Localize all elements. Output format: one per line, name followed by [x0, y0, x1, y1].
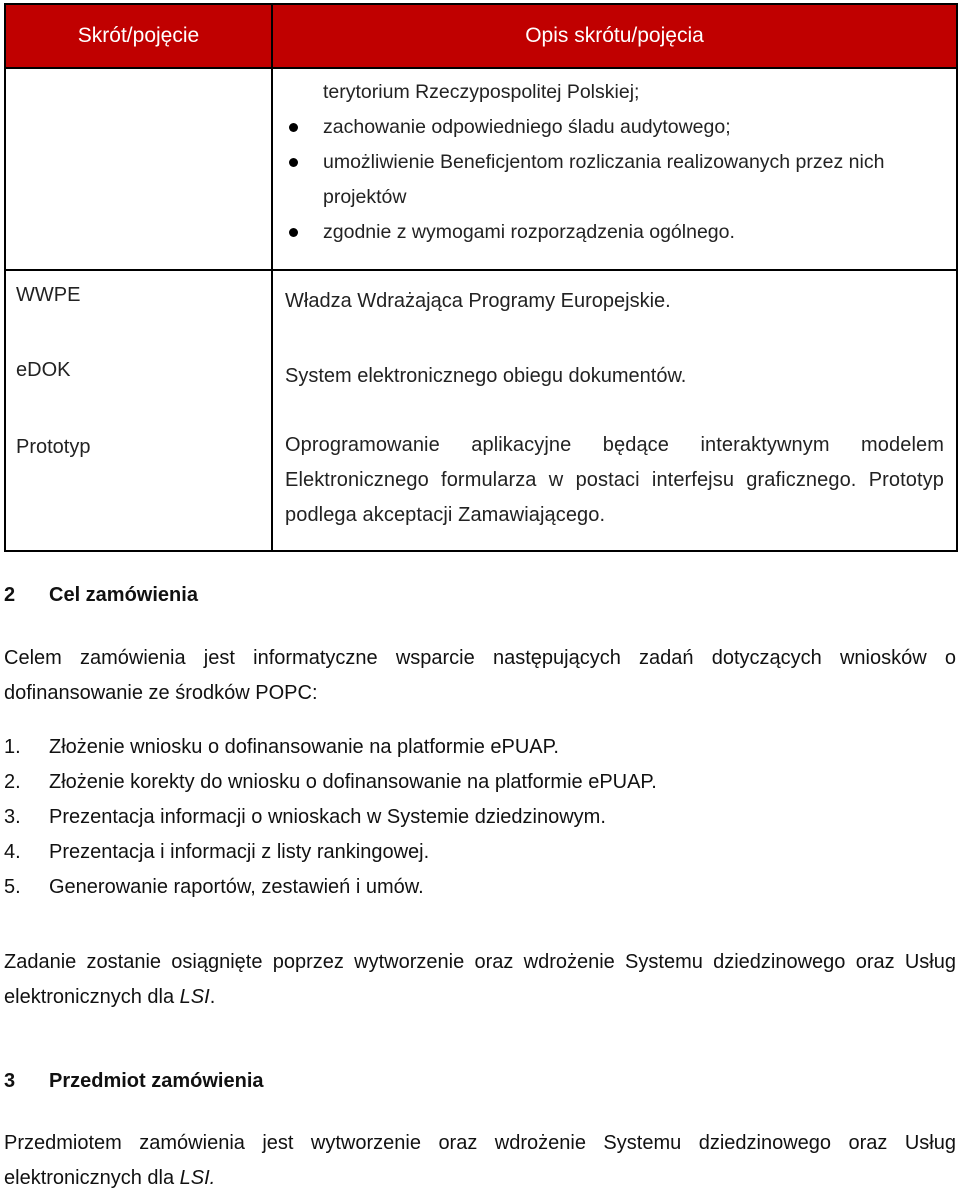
item-number: 5. [4, 876, 21, 898]
closing-end: . [209, 986, 216, 1008]
item-text: Złożenie wniosku o dofinansowanie na platformie ePUAP. [49, 736, 559, 758]
item-number: 4. [4, 841, 21, 863]
closing-text: Zadanie zostanie osiągnięte poprzez wytworzenie oraz wdrożenie Systemu dziedzinowego oraz Usług elektronicznych dla [4, 951, 956, 1008]
list-item [4, 765, 956, 800]
term-cell: eDOK [5, 344, 272, 421]
description-cell: Oprogramowanie aplikacyjne będące interaktywnym modelem Elektronicznego formularza w postaci interfejsu graficznego. Prototyp podlega akceptacji Zamawiającego. [272, 421, 957, 551]
bullet-icon [289, 158, 298, 167]
item-text: Złożenie korekty do wniosku o dofinansowanie na platformie ePUAP. [49, 771, 657, 793]
item-text: Generowanie raportów, zestawień i umów. [49, 876, 424, 898]
section-heading [4, 584, 198, 607]
list-item [4, 800, 956, 835]
list-item [287, 215, 944, 250]
list-item [4, 870, 956, 905]
glossary-table [4, 3, 958, 552]
table-row [5, 270, 957, 344]
bullet-icon [289, 228, 298, 237]
header-description: Opis skrótu/pojęcia [272, 4, 957, 68]
bullet-text: zgodnie z wymogami rozporządzenia ogólnego. [323, 221, 735, 243]
term-cell: Prototyp [5, 421, 272, 551]
item-number: 2. [4, 771, 21, 793]
header-term: Skrót/pojęcie [5, 4, 272, 68]
section-closing-paragraph [4, 945, 956, 1015]
paragraph-italic: LSI. [179, 1167, 216, 1189]
item-number: 1. [4, 736, 21, 758]
list-item [4, 835, 956, 870]
description-cell: Władza Wdrażająca Programy Europejskie. [272, 270, 957, 344]
continuation-bullet-list [287, 110, 944, 250]
term-cell: WWPE [5, 270, 272, 344]
section-number: 3 [4, 1070, 16, 1092]
description-cell: System elektronicznego obiegu dokumentów. [272, 344, 957, 421]
continuation-first-line: terytorium Rzeczypospolitej Polskiej; [323, 81, 640, 103]
section-heading [4, 1070, 264, 1093]
continuation-row [5, 68, 957, 270]
list-item [287, 110, 944, 145]
bullet-text: zachowanie odpowiedniego śladu audytowego; [323, 116, 731, 138]
item-text: Prezentacja i informacji z listy rankingowej. [49, 841, 430, 863]
section-intro-paragraph: Celem zamówienia jest informatyczne wsparcie następujących zadań dotyczących wniosków o dofinansowanie ze środków POPC: [4, 647, 956, 704]
task-list [4, 730, 956, 905]
item-number: 3. [4, 806, 21, 828]
table-header-row [5, 4, 957, 68]
continuation-description-cell [272, 68, 957, 270]
list-item [287, 145, 944, 215]
table-row [5, 344, 957, 421]
bullet-icon [289, 123, 298, 132]
section-title: Przedmiot zamówienia [49, 1070, 264, 1092]
item-text: Prezentacja informacji o wnioskach w Systemie dziedzinowym. [49, 806, 606, 828]
continuation-term-cell [5, 68, 272, 270]
paragraph-text: Przedmiotem zamówienia jest wytworzenie oraz wdrożenie Systemu dziedzinowego oraz Usług elektronicznych dla [4, 1132, 956, 1189]
section-title: Cel zamówienia [49, 584, 198, 606]
table-row [5, 421, 957, 551]
list-item [4, 730, 956, 765]
section-paragraph [4, 1126, 956, 1196]
section-number: 2 [4, 584, 16, 606]
closing-italic: LSI [179, 986, 210, 1008]
bullet-text: umożliwienie Beneficjentom rozliczania realizowanych przez nich projektów [323, 151, 885, 208]
